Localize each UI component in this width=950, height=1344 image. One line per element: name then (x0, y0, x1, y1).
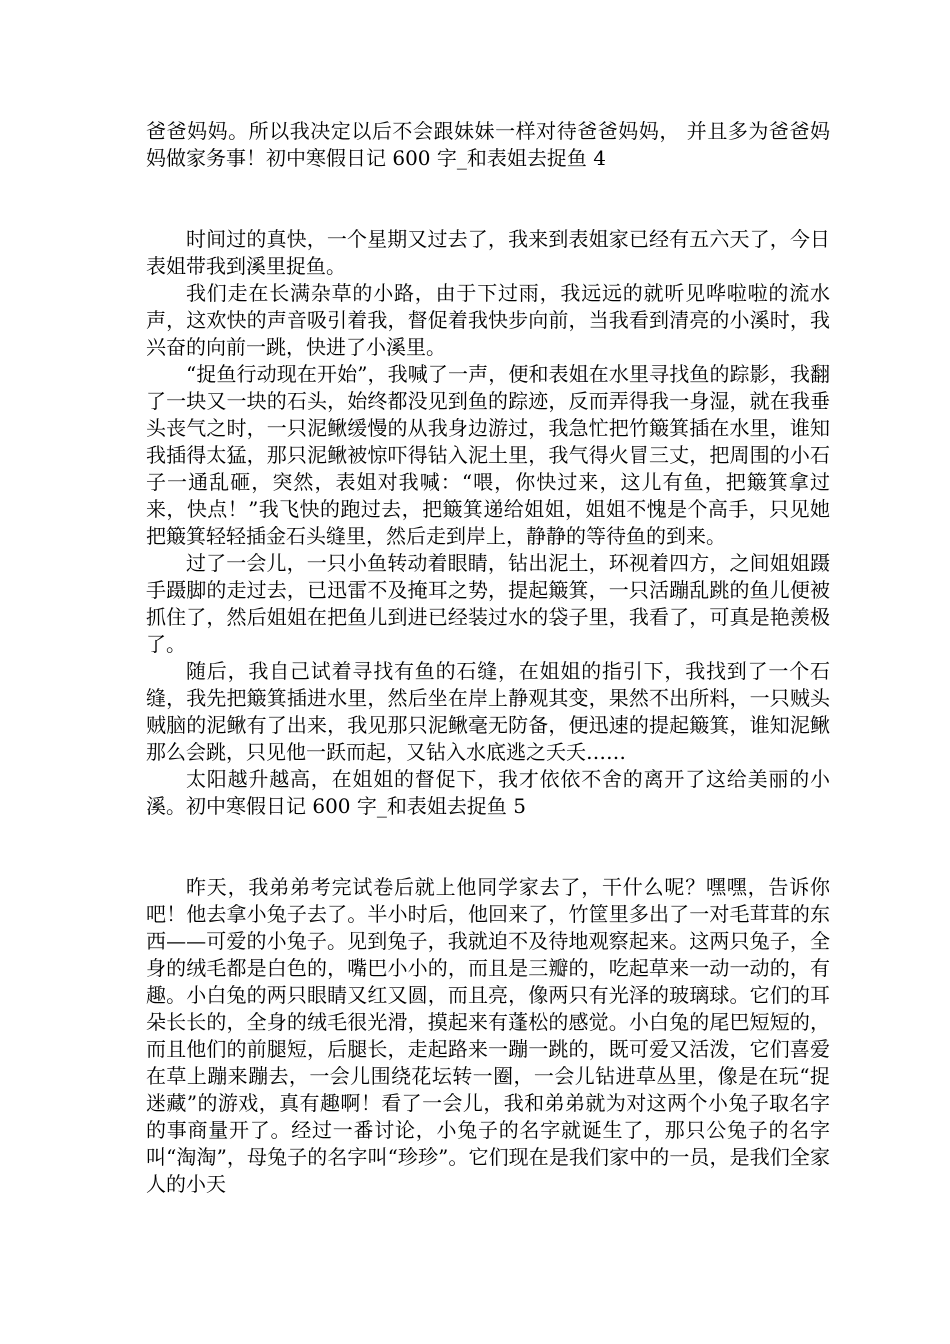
paragraph-fishing-action: “捉鱼行动现在开始”，我喊了一声，便和表姐在水里寻找鱼的踪影，我翻了一块又一块的石头，始终都没见到鱼的踪迹，反而弄得我一身湿，就在我垂头丧气之时，一只泥鳅缓慢的从我身边游过，我急忙把竹簸箕插在水里，谁知我插得太猛，那只泥鳅被惊吓得钻入泥土里，我气得火冒三丈，把周围的小石子一通乱砸，突然，表姐对我喊：“喂，你快过来，这儿有鱼，把簸箕拿过来，快点！”我飞快的跑过去，把簸箕递给姐姐，姐姐不愧是个高手，只见她把簸箕轻轻插金石头缝里，然后走到岸上，静静的等待鱼的到来。 (146, 362, 830, 548)
paragraph-intro-fishing: 时间过的真快，一个星期又过去了，我来到表姐家已经有五六天了，今日表姐带我到溪里捉鱼。 (146, 227, 830, 278)
section-gap (146, 172, 830, 226)
paragraph-cousin-catches-fish: 过了一会儿，一只小鱼转动着眼睛，钻出泥土，环视着四方，之间姐姐蹑手蹑脚的走过去，已迅雷不及掩耳之势，提起簸箕，一只活蹦乱跳的鱼儿便被抓住了，然后姐姐在把鱼儿到进已经装过水的袋子里，我看了，可真是艳羡极了。 (146, 551, 830, 656)
section-gap (146, 820, 830, 874)
paragraph-little-rabbits: 昨天，我弟弟考完试卷后就上他同学家去了，干什么呢？嘿嘿，告诉你吧！他去拿小兔子去了。半小时后，他回来了，竹筐里多出了一对毛茸茸的东西——可爱的小兔子。见到兔子，我就迫不及待地观察起来。这两只兔子，全身的绒毛都是白色的，嘴巴小小的，而且是三瓣的，吃起草来一动一动的，有趣。小白兔的两只眼睛又红又圆，而且亮，像两只有光泽的玻璃球。它们的耳朵长长的，全身的绒毛很光滑，摸起来有蓬松的感觉。小白兔的尾巴短短的，而且他们的前腿短，后腿长，走起路来一蹦一跳的，既可爱又活泼，它们喜爱在草上蹦来蹦去，一会儿围绕花坛转一圈，一会儿钻进草丛里，像是在玩“捉迷藏”的游戏，真有趣啊！看了一会儿，我和弟弟就为对这两个小兔子取名字的事商量开了。经过一番讨论，小兔子的名字就诞生了，那只公兔子的名字叫“淘淘”，母兔子的名字叫“珍珍”。它们现在是我们家中的一员，是我们全家人的小天 (146, 875, 830, 1196)
document-page (146, 118, 830, 1198)
paragraph-leaving-stream: 太阳越升越高，在姐姐的督促下，我才依依不舍的离开了这给美丽的小溪。初中寒假日记 600 字_和表姐去捉鱼 5 (146, 767, 830, 818)
paragraph-walking-to-stream: 我们走在长满杂草的小路，由于下过雨，我远远的就听见哗啦啦的流水声，这欢快的声音吸引着我，督促着我快步向前，当我看到清亮的小溪时，我兴奋的向前一跳，快进了小溪里。 (146, 281, 830, 359)
paragraph-loach-escapes: 随后，我自己试着寻找有鱼的石缝，在姐姐的指引下，我找到了一个石缝，我先把簸箕插进水里，然后坐在岸上静观其变，果然不出所料，一只贼头贼脑的泥鳅有了出来，我见那只泥鳅毫无防备，便迅速的提起簸箕，谁知泥鳅那么会跳，只见他一跃而起，又钻入水底逃之夭夭…… (146, 659, 830, 764)
paragraph-closing-diary-3: 爸爸妈妈。所以我决定以后不会跟妹妹一样对待爸爸妈妈， 并且多为爸爸妈妈做家务事！初中寒假日记 600 字_和表姐去捉鱼 4 (146, 119, 830, 170)
